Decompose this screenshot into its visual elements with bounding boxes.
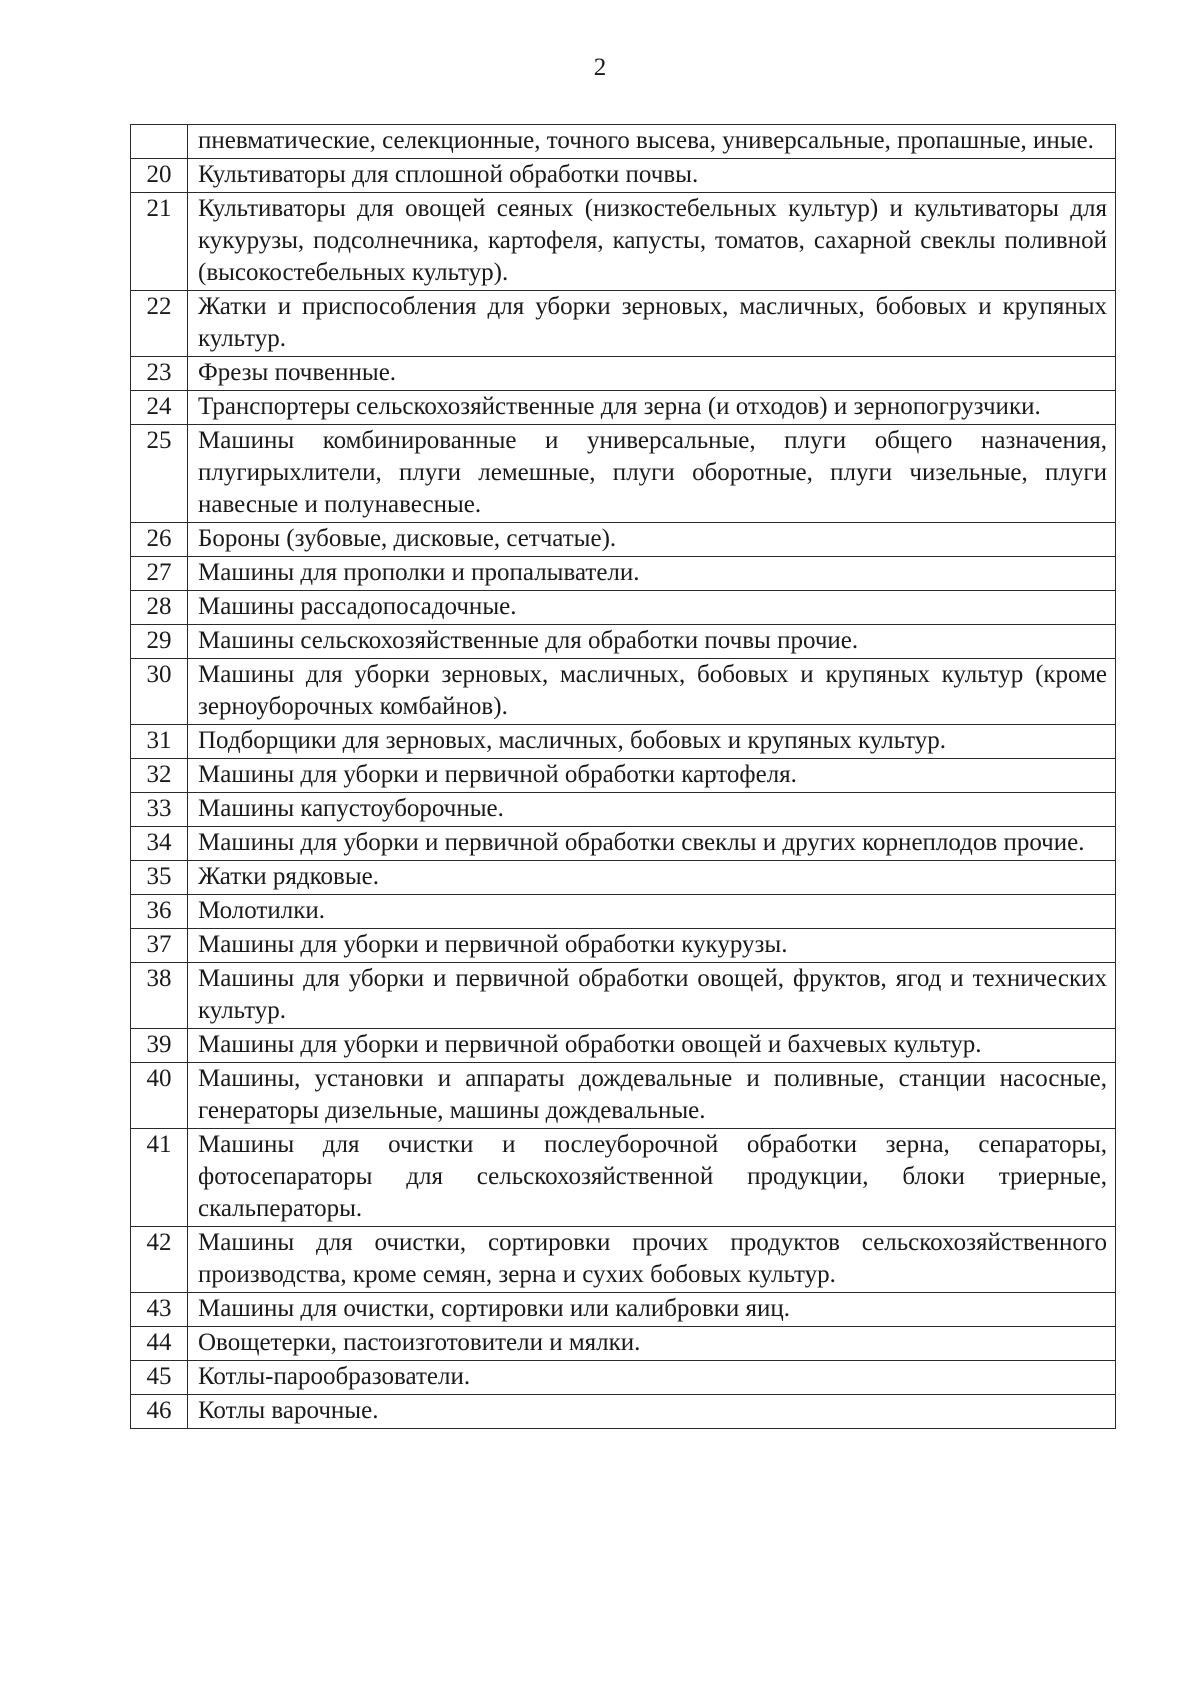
row-number-cell: 22	[131, 291, 188, 357]
row-description-cell: Машины для уборки и первичной обработки овощей, фруктов, ягод и технических культур.	[188, 963, 1116, 1029]
row-number-cell: 29	[131, 625, 188, 659]
table-row	[131, 929, 1116, 963]
row-number-cell: 24	[131, 391, 188, 425]
row-description-cell: Машины комбинированные и универсальные, плуги общего назначения, плугирыхлители, плуги лемешные, плуги оборотные, плуги чизельные, плуги навесные и полунавесные.	[188, 425, 1116, 523]
table-row	[131, 291, 1116, 357]
table-row	[131, 425, 1116, 523]
row-description-cell: Фрезы почвенные.	[188, 357, 1116, 391]
row-number-cell: 23	[131, 357, 188, 391]
table-row	[131, 861, 1116, 895]
row-number-cell: 37	[131, 929, 188, 963]
row-number-cell: 39	[131, 1029, 188, 1063]
row-number-cell: 30	[131, 659, 188, 725]
row-description-cell: Жатки рядковые.	[188, 861, 1116, 895]
row-description-cell: Машины для уборки зерновых, масличных, бобовых и крупяных культур (кроме зерноуборочных комбайнов).	[188, 659, 1116, 725]
row-number-cell: 21	[131, 193, 188, 291]
row-number-cell	[131, 125, 188, 159]
row-number-cell: 27	[131, 557, 188, 591]
table-row	[131, 125, 1116, 159]
row-number-cell: 34	[131, 827, 188, 861]
row-description-cell: Культиваторы для овощей сеяных (низкостебельных культур) и культиваторы для кукурузы, подсолнечника, картофеля, капусты, томатов, сахарной свеклы поливной (высокостебельных культур).	[188, 193, 1116, 291]
row-description-cell: Машины для уборки и первичной обработки кукурузы.	[188, 929, 1116, 963]
row-description-cell: Машины для очистки и послеуборочной обработки зерна, сепараторы, фотосепараторы для сельскохозяйственной продукции, блоки триерные, скальператоры.	[188, 1129, 1116, 1227]
row-number-cell: 46	[131, 1395, 188, 1429]
equipment-table-body	[131, 125, 1116, 1429]
row-description-cell: Машины для очистки, сортировки или калибровки яиц.	[188, 1293, 1116, 1327]
row-description-cell: Машины рассадопосадочные.	[188, 591, 1116, 625]
row-number-cell: 44	[131, 1327, 188, 1361]
row-number-cell: 26	[131, 523, 188, 557]
table-row	[131, 827, 1116, 861]
table-row	[131, 1293, 1116, 1327]
table-row	[131, 193, 1116, 291]
table-row	[131, 523, 1116, 557]
table-row	[131, 391, 1116, 425]
row-number-cell: 40	[131, 1063, 188, 1129]
row-number-cell: 20	[131, 159, 188, 193]
row-description-cell: Подборщики для зерновых, масличных, бобовых и крупяных культур.	[188, 725, 1116, 759]
row-number-cell: 33	[131, 793, 188, 827]
row-number-cell: 28	[131, 591, 188, 625]
table-row	[131, 759, 1116, 793]
table-row	[131, 895, 1116, 929]
row-number-cell: 41	[131, 1129, 188, 1227]
row-description-cell: Машины для прополки и пропалыватели.	[188, 557, 1116, 591]
row-number-cell: 25	[131, 425, 188, 523]
row-description-cell: Машины, установки и аппараты дождевальные и поливные, станции насосные, генераторы дизельные, машины дождевальные.	[188, 1063, 1116, 1129]
row-number-cell: 32	[131, 759, 188, 793]
table-row	[131, 1129, 1116, 1227]
table-row	[131, 591, 1116, 625]
row-description-cell: Машины капустоуборочные.	[188, 793, 1116, 827]
equipment-table-container	[130, 124, 1116, 1429]
row-number-cell: 38	[131, 963, 188, 1029]
table-row	[131, 963, 1116, 1029]
row-number-cell: 35	[131, 861, 188, 895]
table-row	[131, 725, 1116, 759]
row-description-cell: пневматические, селекционные, точного высева, универсальные, пропашные, иные.	[188, 125, 1116, 159]
row-number-cell: 42	[131, 1227, 188, 1293]
row-description-cell: Котлы варочные.	[188, 1395, 1116, 1429]
table-row	[131, 557, 1116, 591]
table-row	[131, 625, 1116, 659]
row-description-cell: Культиваторы для сплошной обработки почвы.	[188, 159, 1116, 193]
page-number: 2	[593, 54, 607, 81]
row-number-cell: 45	[131, 1361, 188, 1395]
row-description-cell: Жатки и приспособления для уборки зерновых, масличных, бобовых и крупяных культур.	[188, 291, 1116, 357]
row-number-cell: 36	[131, 895, 188, 929]
row-description-cell: Машины для уборки и первичной обработки свеклы и других корнеплодов прочие.	[188, 827, 1116, 861]
equipment-table	[130, 124, 1116, 1429]
table-row	[131, 1395, 1116, 1429]
row-description-cell: Машины сельскохозяйственные для обработки почвы прочие.	[188, 625, 1116, 659]
table-row	[131, 793, 1116, 827]
row-description-cell: Молотилки.	[188, 895, 1116, 929]
table-row	[131, 1361, 1116, 1395]
row-description-cell: Бороны (зубовые, дисковые, сетчатые).	[188, 523, 1116, 557]
row-description-cell: Котлы-парообразователи.	[188, 1361, 1116, 1395]
row-description-cell: Транспортеры сельскохозяйственные для зерна (и отходов) и зернопогрузчики.	[188, 391, 1116, 425]
row-description-cell: Машины для уборки и первичной обработки картофеля.	[188, 759, 1116, 793]
row-number-cell: 31	[131, 725, 188, 759]
table-row	[131, 357, 1116, 391]
table-row	[131, 1029, 1116, 1063]
table-row	[131, 1327, 1116, 1361]
row-description-cell: Машины для уборки и первичной обработки овощей и бахчевых культур.	[188, 1029, 1116, 1063]
table-row	[131, 159, 1116, 193]
table-row	[131, 1227, 1116, 1293]
table-row	[131, 1063, 1116, 1129]
row-number-cell: 43	[131, 1293, 188, 1327]
row-description-cell: Овощетерки, пастоизготовители и мялки.	[188, 1327, 1116, 1361]
row-description-cell: Машины для очистки, сортировки прочих продуктов сельскохозяйственного производства, кроме семян, зерна и сухих бобовых культур.	[188, 1227, 1116, 1293]
table-row	[131, 659, 1116, 725]
